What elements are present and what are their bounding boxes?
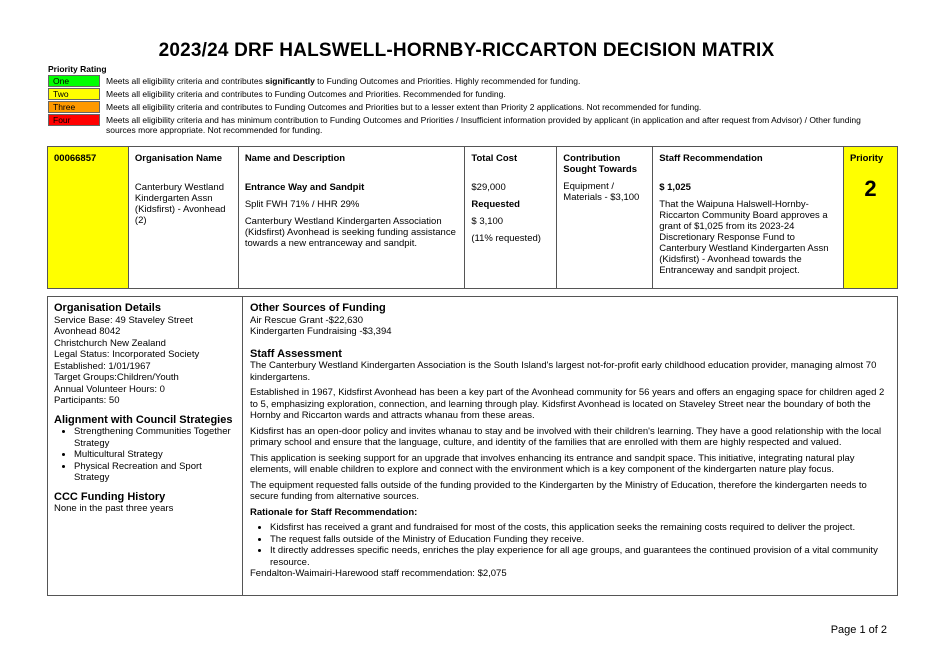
organisation-details-panel [48,297,243,595]
organisation-cell [128,147,238,289]
priority-swatch: Four [48,114,100,126]
assessment-panel [243,297,897,595]
name-description-cell [238,147,465,289]
total-cost: $29,000 [471,182,506,193]
priority-description: Meets all eligibility criteria and has minimum contribution to Funding Outcomes and Priorities / Insufficient information provided by applicant (in application and after request from Advisor) / Other funding sources more appropriate. Not recommended for funding. [106,115,861,135]
funding-history: None in the past three years [54,503,174,514]
rationale-item: • It directly addresses specific needs, enriches the play experience for all age groups, and guarantees the continued provision of a vital community resource. [270,545,890,568]
priority-swatch: Two [48,88,100,100]
contribution-header: Contribution Sought Towards [563,153,638,175]
strategy-list [54,426,236,484]
page-number: Page 1 of 2 [830,624,887,636]
other-sources-heading: Other Sources of Funding [250,302,386,314]
staff-recommendation-header: Staff Recommendation [659,153,763,164]
staff-recommendation-text: That the Waipuna Halswell-Hornby-Riccarton Community Board approves a grant of $1,025 from its 2023-24 Discretionary Response Fund to Canterbury Westland Kindergarten Assn (Kidsfirst) - Avonhead towards the Entranceway and sandpit project. [659,199,829,276]
assessment-paragraph: Established in 1967, Kidsfirst Avonhead has been a key part of the Avonhead community for 56 years and offers an engaging space for children aged 2 to 5, emphasizing exploration, connection, and learning through play. Kidsfirst Avonhead is located on Staveley Street near the boundary of both the Hornby and Riccarton wards and attracts whanau from these areas. [250,387,885,421]
legend-row [48,75,878,88]
page-title: 2023/24 DRF HALSWELL-HORNBY-RICCARTON DECISION MATRIX [158,40,775,61]
funding-source-line: Kindergarten Fundraising -$3,394 [250,326,392,337]
funding-split: Split FWH 71% / HHR 29% [244,199,360,210]
requested-label: Requested [471,199,520,210]
priority-description: Meets all eligibility criteria and contributes to Funding Outcomes and Priorities but to a lesser extent than Priority 2 applications. Not recommended for funding. [106,102,702,112]
total-cost-cell [465,147,557,289]
legend-heading: Priority Rating [48,64,107,74]
organisation-detail-line: Service Base: 49 Staveley Street [54,314,193,326]
funding-source-line: Air Rescue Grant -$22,630 [250,314,364,326]
legend-row [48,101,878,114]
staff-recommendation-amount: $ 1,025 [659,182,691,193]
priority-value: 2 [864,176,877,201]
rationale-heading: Rationale for Staff Recommendation: [250,506,418,518]
priority-description: Meets all eligibility criteria and contributes significantly to Funding Outcomes and Priorities. Highly recommended for funding. [106,76,581,86]
organisation-detail-line: Established: 1/01/1967 [54,360,151,372]
organisation-details-lines [54,315,236,407]
legend-row [48,88,878,101]
name-description-header: Name and Description [244,153,346,164]
legend-rows [48,75,878,135]
priority-header: Priority [849,153,884,164]
priority-swatch: Three [48,101,100,113]
other-sources-lines [250,315,890,338]
application-id: 00066857 [54,153,97,164]
project-name: Entrance Way and Sandpit [244,182,365,193]
assessment-paragraph: The Canterbury Westland Kindergarten Association is the South Island's largest not-for-profit early childhood education provider, managing almost 70 kindergartens. [250,360,877,383]
rationale-list [250,522,890,568]
priority-description: Meets all eligibility criteria and contributes to Funding Outcomes and Priorities. Recommended for funding. [106,89,506,99]
organisation-details-heading: Organisation Details [54,302,161,314]
funding-history-heading: CCC Funding History [54,490,166,503]
application-id-cell [48,147,129,289]
priority-cell [843,147,897,289]
contribution-cell [557,147,653,289]
organisation-detail-line: Annual Volunteer Hours: 0 [54,383,165,395]
organisation-detail-line: Target Groups:Children/Youth [54,372,179,383]
priority-swatch: One [48,75,100,87]
organisation-header: Organisation Name [134,153,223,164]
rationale-item: • The request falls outside of the Ministry of Education Funding they receive. [270,534,890,546]
application-table [47,146,898,289]
organisation-detail-line: Christchurch New Zealand [54,337,166,349]
alignment-heading: Alignment with Council Strategies [54,413,233,426]
assessment-paragraph: Kidsfirst has an open-door policy and invites whanau to stay and be involved with their children's learning. They have a good relationship with the local primary school and ensure that the language, culture, and identity of the families that are enrolled with them are highly respected and valued. [250,425,882,448]
detail-section [47,296,898,596]
requested-amount: $ 3,100 [471,216,504,227]
organisation-detail-line: Avonhead 8042 [54,326,121,337]
strategy-item: • Strengthening Communities Together Strategy [74,426,236,449]
strategy-item: • Physical Recreation and Sport Strategy [74,461,236,484]
priority-rating-legend [48,64,878,135]
requested-percent: (11% requested) [471,233,541,244]
staff-assessment-heading: Staff Assessment [250,347,342,360]
assessment-paragraph: This application is seeking support for an upgrade that involves enhancing its entrance and sandpit space. This initiative, integrating natural play elements, will enable children to explore and connect with the environment which is a key component of the kindergarten nature play focus. [250,452,855,475]
organisation-detail-line: Legal Status: Incorporated Society [54,349,200,360]
strategy-item: • Multicultural Strategy [74,449,236,461]
legend-row [48,114,878,135]
rationale-item: • Kidsfirst has received a grant and fundraised for most of the costs, this application seeks the remaining costs required to deliver the project. [270,522,890,534]
assessment-paragraphs [250,360,890,503]
total-cost-header: Total Cost [471,153,518,164]
assessment-paragraph: The equipment requested falls outside of the funding provided to the Kindergarten by the Ministry of Education, therefore the kindergarten needs to secure funding from alternative sources. [250,479,867,502]
assessment-footnote: Fendalton-Waimairi-Harewood staff recommendation: $2,075 [250,568,507,579]
project-description: Canterbury Westland Kindergarten Association (Kidsfirst) Avonhead is seeking funding assistance towards a new entranceway and sandpit. [244,216,456,249]
organisation-detail-line: Participants: 50 [54,395,120,406]
organisation-name: Canterbury Westland Kindergarten Assn (Kidsfirst) - Avonhead (2) [134,182,226,226]
contribution-value: Equipment / Materials - $3,100 [563,181,640,203]
staff-recommendation-cell [653,147,844,289]
